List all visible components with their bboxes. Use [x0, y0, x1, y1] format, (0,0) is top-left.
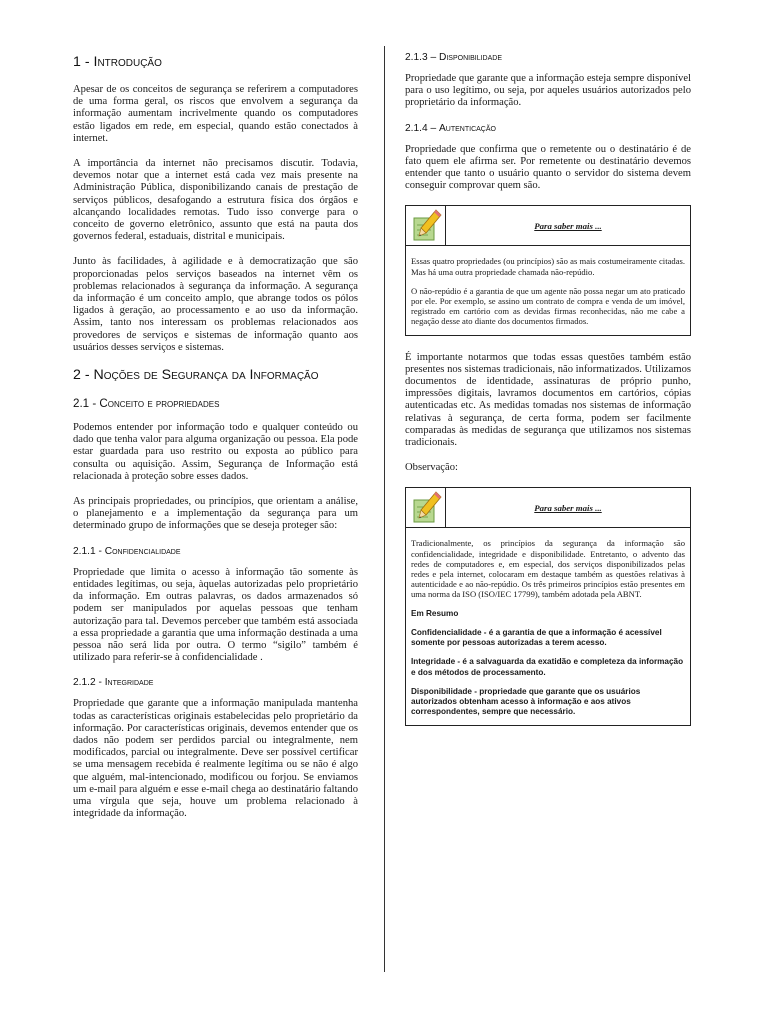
heading-integridade: 2.1.2 - Integridade: [73, 677, 154, 689]
box-header: [406, 206, 690, 246]
paragraph: Junto às facilidades, à agilidade e à democratização que são proporcionadas pelos serviços baseados na internet vêm os problemas relacionados à segurança da informação. A segurança da informação é um conceito amplo, que abrange todos os pólos ligados à geração, ao processamento e ao uso da informação. Assim, tanto nos interessam os problemas relacionados aos provedores de serviços e sistemas de informação quanto aos usuários desses serviços e sistemas.: [73, 256, 358, 353]
resumo-disponibilidade: Disponibilidade - propriedade que garante que os usuários autorizados obtenham acesso à informação e aos ativos correspondentes, sempre que necessário.: [411, 686, 641, 717]
paragraph: Propriedade que confirma que o remetente ou o destinatário é de fato quem ele afirma ser. Por remetente ou destinatário devemos entender que tanto o usuário quanto o servidor do sistema devem conseguir comprovar quem são.: [405, 143, 691, 192]
heading-confidencialidade: 2.1.1 - Confidencialidade: [73, 545, 181, 557]
heading-conceito-propriedades: 2.1 - Conceito e propriedades: [73, 397, 220, 411]
heading-introducao: 1 - Introdução: [73, 54, 162, 70]
resumo-integridade: Integridade - é a salvaguarda da exatidão e completeza da informação e dos métodos de processamento.: [411, 657, 684, 677]
paragraph: Propriedade que garante que a informação esteja sempre disponível para o uso legítimo, ou seja, por aqueles usuários autorizados pelo proprietário da informação.: [405, 73, 691, 109]
paragraph: Propriedade que garante que a informação manipulada mantenha todas as características originais estabelecidas pelo proprietário da informação. Por características originais, devemos entender que os dados não podem ser perdidos parcial ou integralmente, nem modificados, parcial ou integralmente. Deve ser possível certificar se uma mensagem recebida é realmente legítima ou se não é algo que alguém, mal-intencionado, modificou ou forjou. Se enviamos um e-mail para alguém e esse e-mail chega ao destinatário faltando uma vírgula que seja, houve um problema relacionado à integridade da informação.: [73, 698, 358, 820]
resumo-confidencialidade: Confidencialidade - é a garantia de que a informação é acessível somente por pessoas autorizadas a terem acesso.: [411, 627, 662, 648]
box-title: Para saber mais ...: [534, 502, 602, 513]
paragraph: Podemos entender por informação todo e qualquer conteúdo ou dado que tenha valor para alguma organização ou pessoa. Ela pode estar guardada para uso restrito ou exposta ao público para consulta ou aquisição. Assim, Segurança de Informação está relacionada à proteção sobre esses dados.: [73, 422, 358, 482]
column-divider: [384, 46, 385, 972]
box-paragraph: Tradicionalmente, os princípios da segurança da informação são confidencialidade, integridade e disponibilidade. Entretanto, o advento das redes de computadores e, em especial, dos serviços disponibilizados pelas redes e pela internet, colocaram em destaque também as questões relativas à autenticidade e ao não-repúdio. Os três primeiros princípios estão presentes em uma norma da ISO (ISO/IEC 17799), também adotada pela ABNT.: [411, 538, 685, 600]
paragraph: É importante notarmos que todas essas questões também estão presentes nos sistemas tradicionais, não informatizados. Utilizamos documentos de identidade, assinaturas de próprio punho, impressões digitais, lavramos documentos em cartórios, cópias autenticadas etc. As medidas tomadas nos sistemas de informação relativas à segurança, de certa forma, podem ser facilmente comparadas às medidas de segurança que utilizamos nos sistemas tradicionais.: [405, 351, 691, 449]
box-paragraph: Essas quatro propriedades (ou princípios) são as mais costumeiramente citadas. Mas há uma outra propriedade chamada não-repúdio.: [411, 256, 685, 277]
box-paragraph: O não-repúdio é a garantia de que um agente não possa negar um ato praticado por ele. Por exemplo, se assino um contrato de compra e venda de um imóvel, registrado em cartório com as devidas firmas reconhecidas, não me cabe a negação desse ato diante dos documentos firmados.: [411, 285, 685, 327]
pencil-note-icon: [406, 488, 446, 528]
para-saber-mais-box: [405, 205, 691, 335]
heading-autenticacao: 2.1.4 – Autenticação: [405, 122, 496, 134]
pencil-note-icon: [406, 206, 446, 246]
paragraph: As principais propriedades, ou princípios, que orientam a análise, o planejamento e a implementação da segurança para um determinado grupo de informações que se deseja proteger são:: [73, 496, 358, 532]
box-body: [406, 528, 690, 725]
para-saber-mais-box: [405, 487, 691, 726]
box-header: [406, 488, 690, 528]
box-title: Para saber mais ...: [534, 220, 602, 231]
em-resumo-label: Em Resumo: [411, 608, 459, 618]
heading-disponibilidade: 2.1.3 – Disponibilidade: [405, 52, 502, 63]
paragraph: Propriedade que limita o acesso à informação tão somente às entidades legítimas, ou seja, àquelas autorizadas pelo proprietário da informação. Em outras palavras, os dados armazenados só podem ser manipulados por aquelas pessoas que tenham autorização para tal. Devemos perceber que também está associada a essa propriedade a garantia que uma informação destinada a uma pessoa não será lida por outra. O termo “sigilo” também é utilizado para referir-se à confidencialidade .: [73, 566, 358, 664]
paragraph: Apesar de os conceitos de segurança se referirem a computadores de uma forma geral, os riscos que envolvem a segurança da informação aumentam incrivelmente quando os computadores estão ligados em rede, em especial, quando estão conectados à internet.: [73, 84, 358, 144]
right-column: [405, 50, 691, 740]
paragraph: A importância da internet não precisamos discutir. Todavia, devemos notar que a internet está cada vez mais presente na Administração Pública, disponibilizando canais de prestação de serviços públicos, desafogando a estrutura física dos órgãos e alcançando localidades remotas. Tudo isso converge para o conceito de governo eletrônico, assunto que está na pauta dos governos federal, estaduais, distrital e municipais.: [73, 158, 358, 243]
left-column: [73, 50, 358, 833]
box-body: [406, 246, 690, 334]
heading-nocoes-seguranca: 2 - Noções de Segurança da Informação: [73, 367, 319, 384]
observacao-label: Observação:: [405, 462, 458, 474]
